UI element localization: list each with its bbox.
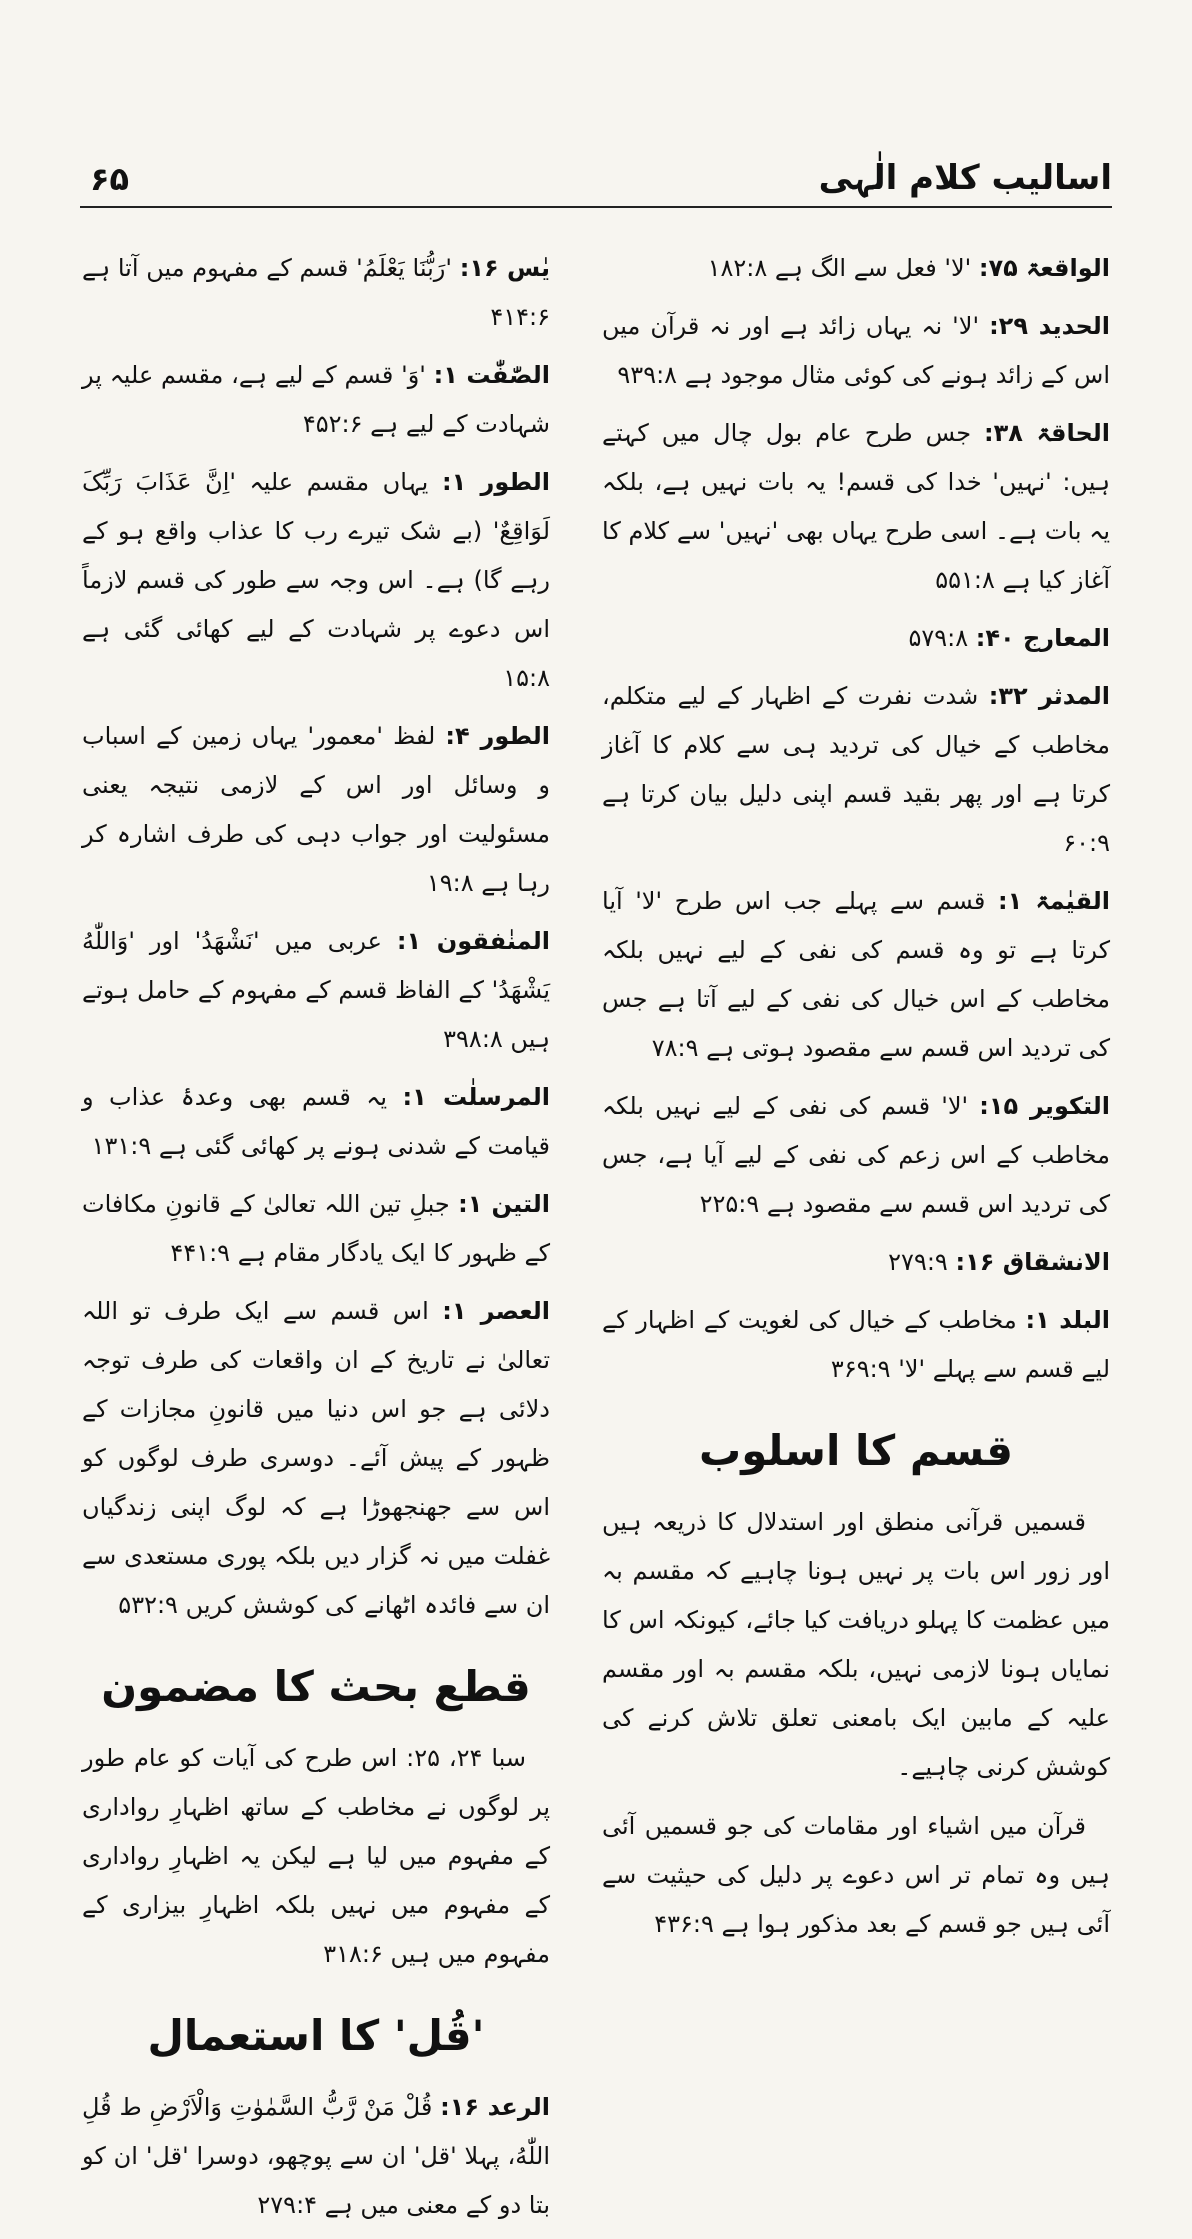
entry-text: 'لا' نہ یہاں زائد ہے اور نہ قرآن میں اس کے زائد ہونے کی کوئی مثال موجود ہے ۹۳۹:۸ [602,312,1110,389]
entry-takwir [602,1082,1110,1229]
entry-text: 'لا' فعل سے الگ ہے ۱۸۲:۸ [707,254,972,282]
entry-qiyamah [602,877,1110,1073]
right-column [602,244,1110,1959]
entry-ref: المدثر ۳۲: [988,682,1110,710]
entry-text: یہاں مقسم علیہ 'اِنَّ عَذَابَ رَبِّکَ لَوَاقِعٌ' (بے شک تیرے رب کا عذاب واقع ہو کے رہے گا) ہے۔ اس وجہ سے طور کی قسم لازماً اس دعوے پر شہادت کے لیے کھائی گئی ہے ۱۵:۸ [82,468,550,692]
entry-text: مخاطب کے خیال کی لغویت کے اظہار کے لیے قسم سے پہلے 'لا' ۳۶۹:۹ [602,1306,1110,1383]
section-heading-qasam: قسم کا اسلوب [699,1426,1013,1475]
paragraph: سبا ۲۴، ۲۵: اس طرح کی آیات کو عام طور پر لوگوں نے مخاطب کے ساتھ اظہارِ رواداری کے مفہوم میں لیا ہے لیکن یہ اظہارِ رواداری کے مفہوم میں نہیں بلکہ اظہارِ بیزاری کے مفہوم میں ہیں ۳۱۸:۶ [82,1744,550,1968]
paragraph: قرآن میں اشیاء اور مقامات کی جو قسمیں آئی ہیں وہ تمام تر اس دعوے پر دلیل کی حیثیت سے آئی ہیں جو قسم کے بعد مذکور ہوا ہے ۴۳۶:۹ [602,1812,1110,1938]
entry-ref: الحاقۃ ۳۸: [984,419,1110,447]
entry-hadid [602,302,1110,400]
left-column [82,244,550,2239]
entry-ref: الطور ۴: [445,722,550,750]
entry-waqiah [602,244,1110,293]
section-heading-qul: 'قُل' کا استعمال [147,2011,485,2060]
entry-ref: الصّٰفّٰت ۱: [433,361,551,389]
entry-text: عربی میں 'نَشْهَدُ' اور 'وَاللّٰهُ يَشْهَدُ' کے الفاظ قسم کے مفہوم کے حامل ہوتے ہیں ۳۹۸:۸ [82,927,550,1053]
entry-text: شدت نفرت کے اظہار کے لیے متکلم، مخاطب کے خیال کی تردید ہی سے کلام کا آغاز کرتا ہے اور پھر بقید قسم اپنی دلیل بیان کرتا ہے ۶۰:۹ [602,682,1110,857]
running-title: اسالیب کلام الٰہی [818,158,1112,198]
entry-text: یہ قسم بھی وعدۂ عذاب و قیامت کے شدنی ہونے پر کھائی گئی ہے ۱۳۱:۹ [82,1083,550,1160]
entry-ref: المرسلٰت ۱: [402,1083,551,1111]
entry-haqqah [602,409,1110,605]
entry-ref: یٰس ۱۶: [459,254,550,282]
entry-tin [82,1180,550,1278]
paragraph: قسمیں قرآنی منطق اور استدلال کا ذریعہ ہیں اور زور اس بات پر نہیں ہونا چاہیے کہ مقسم بہ میں عظمت کا پہلو دریافت کیا جائے، کیونکہ اس کا نمایاں ہونا لازمی نہیں، بلکہ مقسم بہ اور مقسم علیہ کے مابین ایک بامعنی تعلق تلاش کرنے کی کوشش کرنی چاہیے۔ [602,1508,1110,1781]
entry-ref: الحدید ۲۹: [989,312,1110,340]
entry-ref: الانشقاق ۱۶: [955,1248,1110,1276]
entry-text: ۲۷۹:۹ [888,1248,948,1276]
entry-text: ۵۷۹:۸ [908,624,969,652]
entry-text: 'رَبُّنَا یَعْلَمُ' قسم کے مفہوم میں آتا ہے ۴۱۴:۶ [82,254,550,331]
entry-maarij [602,614,1110,663]
entry-ref: المعارج ۴۰: [975,624,1110,652]
entry-yasin [82,244,550,342]
page-number: ۶۵ [90,160,130,198]
entry-ref: المنٰفقون ۱: [396,927,551,955]
entry-muddathir [602,672,1110,868]
entry-text: 'لا' قسم کی نفی کے لیے نہیں بلکہ مخاطب کے اس زعم کی نفی کے لیے آیا ہے، جس کی تردید اس قسم سے مقصود ہے ۲۲۵:۹ [602,1092,1110,1218]
entry-asr [82,1287,550,1630]
entry-tur-4 [82,712,550,908]
entry-munafiqun [82,917,550,1064]
entry-ref: التین ۱: [458,1190,550,1218]
section-heading-qata-bahth: قطع بحث کا مضمون [101,1662,531,1711]
entry-ref: البلد ۱: [1025,1306,1110,1334]
entry-inshiqaq [602,1238,1110,1287]
entry-text: لفظ 'معمور' یہاں زمین کے اسباب و وسائل اور اس کے لازمی نتیجہ یعنی مسئولیت اور جواب دہی کی طرف اشارہ کر رہا ہے ۱۹:۸ [82,722,550,897]
entry-text: 'وَ' قسم کے لیے ہے، مقسم علیہ پر شہادت کے لیے ہے ۴۵۲:۶ [82,361,550,438]
entry-text: جبلِ تین اللہ تعالیٰ کے قانونِ مکافات کے ظہور کا ایک یادگار مقام ہے ۴۴۱:۹ [82,1190,550,1267]
entry-text: قُلْ مَنْ رَّبُّ السَّمٰوٰتِ وَالْاَرْضِ ط قُلِ اللّٰهُ، پہلا 'قل' ان سے پوچھو، دوسرا 'قل' ان کو بتا دو کے معنی میں ہے ۲۷۹:۴ [82,2093,550,2219]
entry-ref: العصر ۱: [442,1297,550,1325]
entry-text: جس طرح عام بول چال میں کہتے ہیں: 'نہیں' خدا کی قسم! یہ بات نہیں ہے، بلکہ یہ بات ہے۔ اسی طرح یہاں بھی 'نہیں' سے کلام کا آغاز کیا ہے ۵۵۱:۸ [602,419,1110,594]
page-header [80,150,1112,208]
entry-rad [82,2083,550,2230]
entry-balad [602,1296,1110,1394]
entry-tur-1 [82,458,550,703]
entry-ref: الطور ۱: [441,468,551,496]
entry-text: قسم سے پہلے جب اس طرح 'لا' آیا کرتا ہے تو وہ قسم کی نفی کے لیے نہیں بلکہ مخاطب کے اس خیال کی نفی کے لیے آتا ہے جس کی تردید اس قسم سے مقصود ہوتی ہے ۷۸:۹ [602,887,1110,1062]
entry-text: اس قسم سے ایک طرف تو اللہ تعالیٰ نے تاریخ کے ان واقعات کی طرف توجہ دلائی ہے جو اس دنیا میں قانونِ مجازات کے ظہور کے پیش آئے۔ دوسری طرف لوگوں کو اس سے جھنجھوڑا ہے کہ لوگ اپنی زندگیاں غفلت میں نہ گزار دیں بلکہ پوری مستعدی سے ان سے فائدہ اٹھانے کی کوشش کریں ۵۳۲:۹ [82,1297,550,1619]
entry-ref: القیٰمۃ ۱: [997,887,1110,915]
entry-ref: الرعد ۱۶: [440,2093,550,2121]
entry-ref: الواقعۃ ۷۵: [978,254,1110,282]
entry-saffat [82,351,550,449]
entry-mursalat [82,1073,550,1171]
entry-ref: التکویر ۱۵: [979,1092,1110,1120]
